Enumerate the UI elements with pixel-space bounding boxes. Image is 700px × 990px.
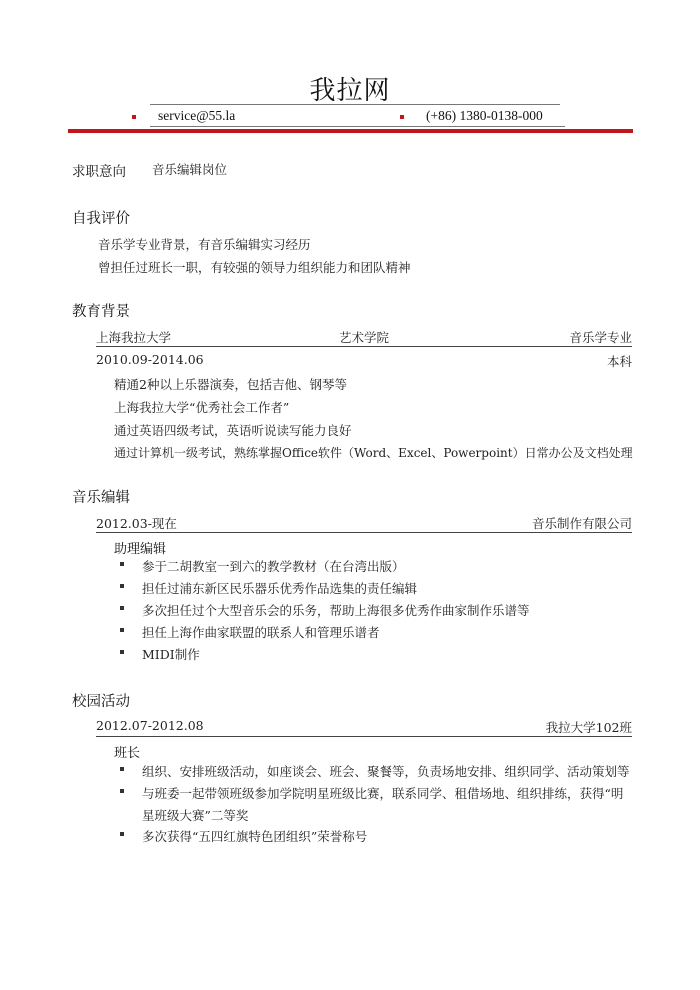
phone-contact xyxy=(400,108,543,124)
square-bullet-icon xyxy=(120,562,124,566)
list-item: 组织、安排班级活动，如座谈会、班会、聚餐等，负责场地安排、组织同学、活动策划等 xyxy=(120,761,632,783)
self-evaluation-line: 曾担任过班长一职，有较强的领导力组织能力和团队精神 xyxy=(98,260,411,275)
education-divider xyxy=(96,346,632,347)
list-item: 担任过浦东新区民乐器乐优秀作品选集的责任编辑 xyxy=(120,578,632,600)
square-bullet-icon xyxy=(120,650,124,654)
music-editing-divider xyxy=(96,532,632,533)
square-bullet-icon xyxy=(120,789,124,793)
education-period: 2010.09-2014.06 xyxy=(96,352,204,367)
square-bullet-icon xyxy=(120,832,124,836)
list-item: 担任上海作曲家联盟的联系人和管理乐谱者 xyxy=(120,622,632,644)
list-item: 参于二胡教室一到六的教学教材（在台湾出版） xyxy=(120,556,632,578)
education-title: 教育背景 xyxy=(72,304,130,320)
job-intention-value: 音乐编辑岗位 xyxy=(152,162,228,177)
header-accent-bar xyxy=(68,129,633,133)
education-school-row xyxy=(96,328,632,346)
email-contact xyxy=(132,108,235,124)
education-item: 通过英语四级考试，英语听说读写能力良好 xyxy=(114,423,352,438)
square-bullet-icon xyxy=(120,606,124,610)
music-editing-role: 助理编辑 xyxy=(114,542,167,557)
education-period-row xyxy=(96,352,632,370)
square-bullet-icon xyxy=(120,584,124,588)
education-degree: 本科 xyxy=(606,354,632,369)
education-item: 通过计算机一级考试，熟练掌握Office软件（Word、Excel、Powerpoint）日常办公及文档处理 xyxy=(114,446,633,460)
campus-divider xyxy=(96,736,632,737)
music-editing-title: 音乐编辑 xyxy=(72,490,130,506)
school-name: 上海我拉大学 xyxy=(96,330,172,345)
college-name: 艺术学院 xyxy=(338,330,389,345)
campus-title: 校园活动 xyxy=(72,694,130,710)
resume-name: 我拉网 xyxy=(309,76,391,106)
campus-period: 2012.07-2012.08 xyxy=(96,718,204,733)
job-intention-title: 求职意向 xyxy=(72,164,126,180)
list-item: MIDI制作 xyxy=(120,644,632,666)
education-item: 精通2种以上乐器演奏，包括吉他、钢琴等 xyxy=(114,377,347,392)
list-item: 与班委一起带领班级参加学院明星班级比赛，联系同学、租借场地、组织排练，获得“明星班级大赛”二等奖 xyxy=(120,783,632,827)
campus-period-row xyxy=(96,718,632,736)
square-bullet-icon xyxy=(120,628,124,632)
email-text: service@55.la xyxy=(158,108,236,123)
music-editing-company: 音乐制作有限公司 xyxy=(531,516,632,531)
bullet-icon xyxy=(400,115,404,119)
music-editing-period: 2012.03-现在 xyxy=(96,516,177,531)
list-item: 多次获得“五四红旗特色团组织”荣誉称号 xyxy=(120,826,632,848)
music-editing-period-row xyxy=(96,514,632,532)
bullet-icon xyxy=(132,115,136,119)
name-divider xyxy=(150,104,560,105)
list-item: 多次担任过个大型音乐会的乐务，帮助上海很多优秀作曲家制作乐谱等 xyxy=(120,600,632,622)
self-evaluation-line: 音乐学专业背景，有音乐编辑实习经历 xyxy=(98,237,311,252)
phone-text: (+86) 1380-0138-000 xyxy=(426,108,543,123)
campus-org: 我拉大学102班 xyxy=(545,720,632,735)
major-name: 音乐学专业 xyxy=(569,330,632,345)
self-evaluation-title: 自我评价 xyxy=(72,211,130,227)
education-item: 上海我拉大学“优秀社会工作者” xyxy=(114,400,290,415)
campus-role: 班长 xyxy=(114,746,141,761)
contact-divider xyxy=(150,126,565,127)
square-bullet-icon xyxy=(120,767,124,771)
